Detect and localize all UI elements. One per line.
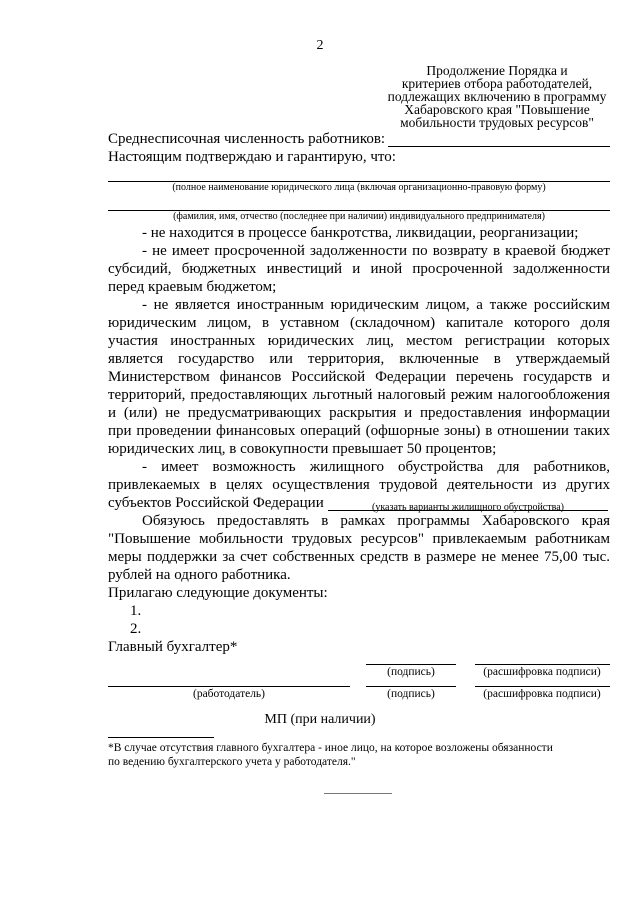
bullet-debt-line: субсидий, бюджетных инвестиций и иной просроченной задолженности bbox=[108, 261, 610, 277]
attachments-label: Прилагаю следующие документы: bbox=[108, 585, 328, 601]
ip-name-caption: (фамилия, имя, отчество (последнее при наличии) индивидуального предпринимателя) bbox=[173, 211, 545, 222]
obligation-line: меры поддержки за счет собственных средств в размере не менее 75,00 тыс. bbox=[108, 549, 610, 565]
obligation-line: рублей на одного работника. bbox=[108, 567, 291, 583]
bullet-debt-line: - не имеет просроченной задолженности по возврату в краевой бюджет bbox=[142, 243, 610, 259]
bullet-foreign-line: - не является иностранным юридическим лицом, а также российским bbox=[142, 297, 610, 313]
chief-accountant-label: Главный бухгалтер* bbox=[108, 639, 238, 655]
obligation-line: Обязуюсь предоставлять в рамках программы Хабаровского края bbox=[142, 513, 610, 529]
housing-caption: (указать варианты жилищного обустройства) bbox=[372, 502, 564, 513]
signature-caption: (подпись) bbox=[387, 688, 435, 700]
bullet-debt-line: перед краевым бюджетом; bbox=[108, 279, 277, 295]
document-header bbox=[380, 64, 614, 129]
bullet-housing-line: привлекаемых в целях осуществления трудовой деятельности из других bbox=[108, 477, 610, 493]
bullet-foreign-line: территорий, предоставляющих льготный налоговый режим налогообложения bbox=[108, 387, 610, 403]
header-line: критериев отбора работодателей, bbox=[401, 76, 593, 91]
decoding-caption: (расшифровка подписи) bbox=[483, 666, 601, 678]
footnote-line: *В случае отсутствия главного бухгалтера - иное лицо, на которое возложены обязанности bbox=[108, 742, 553, 754]
employer-caption: (работодатель) bbox=[192, 688, 266, 700]
header-line: Хабаровского края "Повышение bbox=[404, 102, 590, 117]
header-line: подлежащих включению в программу bbox=[387, 89, 607, 104]
bullet-bankruptcy: - не находится в процессе банкротства, ликвидации, реорганизации; bbox=[142, 225, 579, 241]
header-line: Продолжение Порядка и bbox=[426, 63, 568, 78]
bullet-housing-line: субъектов Российской Федерации bbox=[108, 495, 324, 511]
legal-name-caption: (полное наименование юридического лица (включая организационно-правовую форму) bbox=[172, 182, 546, 193]
bullet-foreign-line: является государство или территория, включенные в утверждаемый bbox=[108, 351, 610, 367]
bullet-foreign-line: при проведении финансовых операций (офшорные зоны) в отношении таких bbox=[108, 423, 610, 439]
bullet-housing-line: - имеет возможность жилищного обустройства для работников, bbox=[142, 459, 610, 475]
decoding-caption: (расшифровка подписи) bbox=[483, 688, 601, 700]
headcount-field-line[interactable] bbox=[388, 146, 610, 147]
attachment-item: 1. bbox=[130, 603, 142, 619]
header-line: мобильности трудовых ресурсов" bbox=[400, 115, 594, 130]
footnote-line: по ведению бухгалтерского учета у работодателя." bbox=[108, 756, 356, 768]
closing-separator bbox=[324, 793, 392, 794]
seal-label: МП (при наличии) bbox=[264, 712, 376, 727]
bullet-foreign-line: участия иностранных юридических лиц, местом регистрации которых bbox=[108, 333, 610, 349]
obligation-line: "Повышение мобильности трудовых ресурсов" привлекаемым работникам bbox=[108, 531, 610, 547]
signature-caption: (подпись) bbox=[387, 666, 435, 678]
bullet-foreign-line: юридическим лицом, в уставном (складочном) капитале которого доля bbox=[108, 315, 610, 331]
page-number: 2 bbox=[316, 38, 324, 53]
bullet-foreign-line: и (или) не предусматривающих раскрытия и предоставления информации bbox=[108, 405, 610, 421]
attachment-item: 2. bbox=[130, 621, 142, 637]
headcount-label: Среднесписочная численность работников: bbox=[108, 131, 386, 147]
bullet-foreign-line: Министерством финансов Российской Федерации перечень государств и bbox=[108, 369, 610, 385]
confirm-label: Настоящим подтверждаю и гарантирую, что: bbox=[108, 149, 396, 165]
footnote-separator bbox=[108, 737, 214, 738]
bullet-foreign-line: юридических лиц, в совокупности превышает 50 процентов; bbox=[108, 441, 497, 457]
